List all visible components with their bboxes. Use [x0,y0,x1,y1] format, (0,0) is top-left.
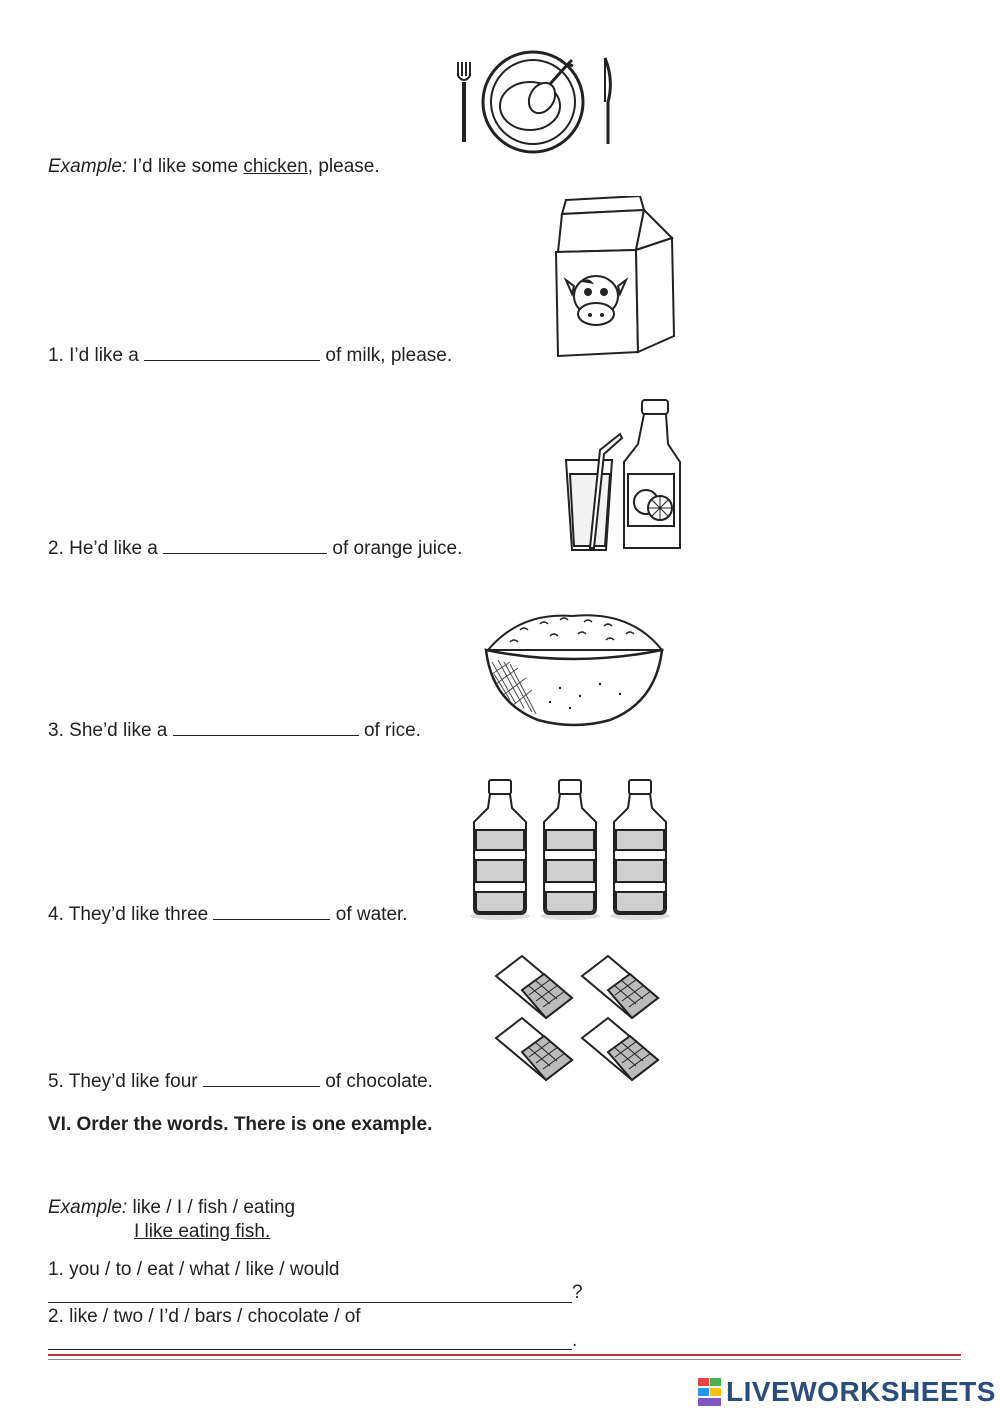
section-6-example [48,1197,295,1219]
question-3 [48,719,421,742]
chocolate-bars-icon [492,954,674,1086]
question-1-after: of milk, please. [325,345,453,366]
footer-rule [48,1354,961,1356]
question-5-blank[interactable] [203,1070,320,1087]
footer-rule-thin [48,1359,961,1360]
chicken-plate-icon [450,40,620,155]
question-3-after: of rice. [363,720,421,741]
question-5-after: of chocolate. [325,1071,433,1092]
question-2-before: He’d like a [69,538,158,559]
question-5 [48,1070,433,1093]
question-4-before: They’d like three [68,904,209,925]
question-3-before: She’d like a [69,720,168,741]
question-1 [48,344,452,367]
section-6-example-label: Example: [48,1197,128,1218]
order-item-1-answer-line[interactable] [48,1302,572,1303]
question-2 [48,537,462,560]
example-label: Example: [48,156,128,177]
example-sentence [48,156,380,178]
question-2-blank[interactable] [163,537,327,554]
question-4-blank[interactable] [213,903,330,920]
order-item-2: 2. like / two / I’d / bars / chocolate / of [48,1306,361,1327]
question-2-number: 2. [48,538,64,559]
example-answer: chicken [243,156,308,177]
milk-carton-icon [548,196,678,358]
orange-juice-icon [560,398,686,556]
question-1-blank[interactable] [144,344,320,361]
question-1-before: I’d like a [69,345,139,366]
question-5-before: They’d like four [68,1071,198,1092]
rice-bowl-icon [480,604,668,730]
question-1-number: 1. [48,345,64,366]
order-item-2-end: . [572,1330,578,1351]
liveworksheets-brand-name: LIVEWORKSHEETS [726,1376,996,1407]
question-5-number: 5. [48,1071,64,1092]
example-before: I’d like some [132,156,239,177]
order-item-1: 1. you / to / eat / what / like / would [48,1259,340,1280]
question-3-blank[interactable] [173,719,359,736]
order-item-1-end: ? [572,1282,583,1303]
order-item-2-answer-line[interactable] [48,1349,572,1350]
example-after: , please. [307,156,380,177]
question-3-number: 3. [48,720,64,741]
question-4 [48,903,408,926]
question-2-after: of orange juice. [332,538,463,559]
section-6-example-words: like / I / fish / eating [132,1197,296,1218]
question-4-after: of water. [335,904,408,925]
section-6-heading: VI. Order the words. There is one example. [48,1114,433,1135]
question-4-number: 4. [48,904,64,925]
liveworksheets-logo [698,1376,996,1408]
water-bottles-icon [470,778,670,922]
liveworksheets-logo-icon [698,1378,722,1406]
section-6-example-answer: I like eating fish. [134,1221,271,1242]
